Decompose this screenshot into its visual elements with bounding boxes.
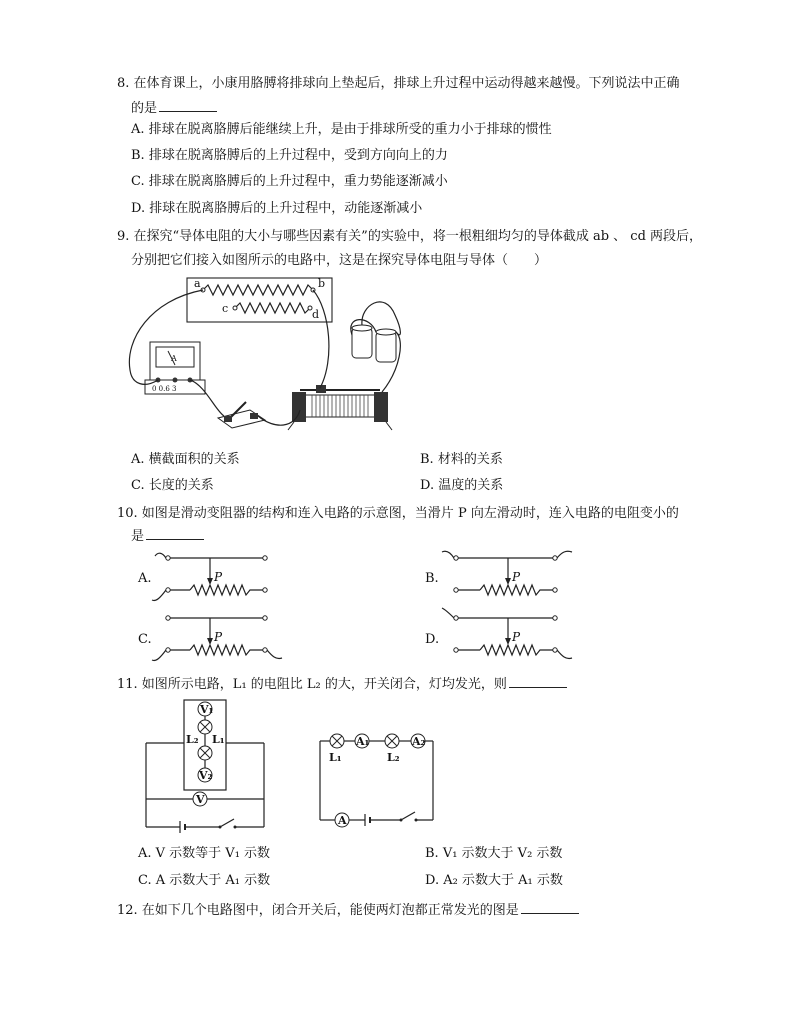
battery-1 (352, 328, 372, 358)
l1-label: L₁ (329, 751, 342, 764)
rheostat (288, 385, 392, 430)
q10-rheostat-a (150, 548, 280, 608)
q10-rheostat-c (150, 608, 285, 668)
q8-stem-line1: 8. 在体育课上，小康用胳膊将排球向上垫起后，排球上升过程中运动得越来越慢。下列说法中正确 (117, 76, 680, 91)
slider-p-label: P (214, 570, 223, 584)
knife-switch (218, 402, 265, 428)
q9-circuit-figure (120, 270, 420, 445)
q9-option-b: B. 材料的关系 (420, 452, 503, 467)
q10-label-a: A. (138, 571, 152, 586)
q8-option-d: D. 排球在脱离胳膊后的上升过程中，动能逐渐减小 (131, 201, 423, 216)
answer-blank[interactable] (159, 99, 217, 112)
svg-text:A: A (171, 354, 177, 363)
label-c: c (222, 302, 229, 315)
answer-blank[interactable] (146, 527, 204, 540)
q8-option-b: B. 排球在脱离胳膊后的上升过程中，受到方向向上的力 (131, 148, 448, 163)
a2-meter-label: A₂ (412, 735, 426, 748)
q9-stem-line2: 分别把它们接入如图所示的电路中，这是在探究导体电阻与导体（ ） (131, 253, 548, 268)
a-meter-label: A (338, 814, 347, 827)
q8-stem-line2: 的是 (131, 99, 217, 118)
q11-option-a: A. V 示数等于 V₁ 示数 (138, 846, 271, 861)
q12-stem: 12. 在如下几个电路图中，闭合开关后，能使两灯泡都正常发光的图是 (117, 901, 579, 920)
q11-circuit-voltmeters (140, 695, 275, 830)
wire-ab (203, 285, 313, 295)
l1-label: L₁ (212, 733, 225, 746)
ammeter (145, 342, 205, 394)
q9-option-d: D. 温度的关系 (420, 478, 504, 493)
q11-option-b: B. V₁ 示数大于 V₂ 示数 (425, 846, 563, 861)
q9-option-c: C. 长度的关系 (131, 478, 214, 493)
q10-rheostat-d (440, 608, 580, 668)
wire-b-to-rheostat (313, 290, 329, 388)
l2-label: L₂ (186, 733, 199, 746)
q8-option-c: C. 排球在脱离胳膊后的上升过程中，重力势能逐渐减小 (131, 174, 448, 189)
answer-blank[interactable] (509, 675, 567, 688)
svg-text:P: P (512, 630, 521, 644)
q10-stem-line2: 是 (131, 527, 204, 546)
q10-label-d: D. (425, 632, 440, 647)
label-d: d (312, 308, 320, 321)
q10-stem-line1: 10. 如图是滑动变阻器的结构和连入电路的示意图，当滑片 P 向左滑动时，连入电路的电阻变小的 (117, 506, 679, 521)
svg-text:P: P (512, 570, 521, 584)
svg-text:P: P (214, 630, 223, 644)
resistor-board (187, 278, 332, 322)
svg-text:0 0.6 3: 0 0.6 3 (152, 385, 177, 393)
q9-option-a: A. 横截面积的关系 (131, 452, 240, 467)
q8-option-a: A. 排球在脱离胳膊后能继续上升，是由于排球所受的重力小于排球的惯性 (131, 122, 552, 137)
label-a: a (194, 277, 201, 290)
q10-rheostat-b (440, 548, 580, 608)
l2-label: L₂ (387, 751, 400, 764)
q11-circuit-ammeters (315, 728, 440, 828)
v2-meter-label: V₂ (199, 769, 213, 782)
answer-blank[interactable] (521, 901, 579, 914)
label-b: b (318, 277, 326, 290)
q9-stem-line1: 9. 在探究“导体电阻的大小与哪些因素有关”的实验中，将一根粗细均匀的导体截成 ab 、 cd 两段后， (117, 229, 703, 244)
q10-label-b: B. (425, 571, 439, 586)
q11-option-c: C. A 示数大于 A₁ 示数 (138, 873, 271, 888)
v-meter-label: V (196, 793, 205, 806)
q11-stem: 11. 如图所示电路，L₁ 的电阻比 L₂ 的大，开关闭合，灯均发光，则 (117, 675, 567, 694)
q11-option-d: D. A₂ 示数大于 A₁ 示数 (425, 873, 563, 888)
wire-cd (235, 303, 310, 313)
a1-meter-label: A₁ (356, 735, 370, 748)
battery-2 (376, 332, 396, 362)
q10-label-c: C. (138, 632, 152, 647)
v1-meter-label: V₁ (200, 703, 214, 716)
